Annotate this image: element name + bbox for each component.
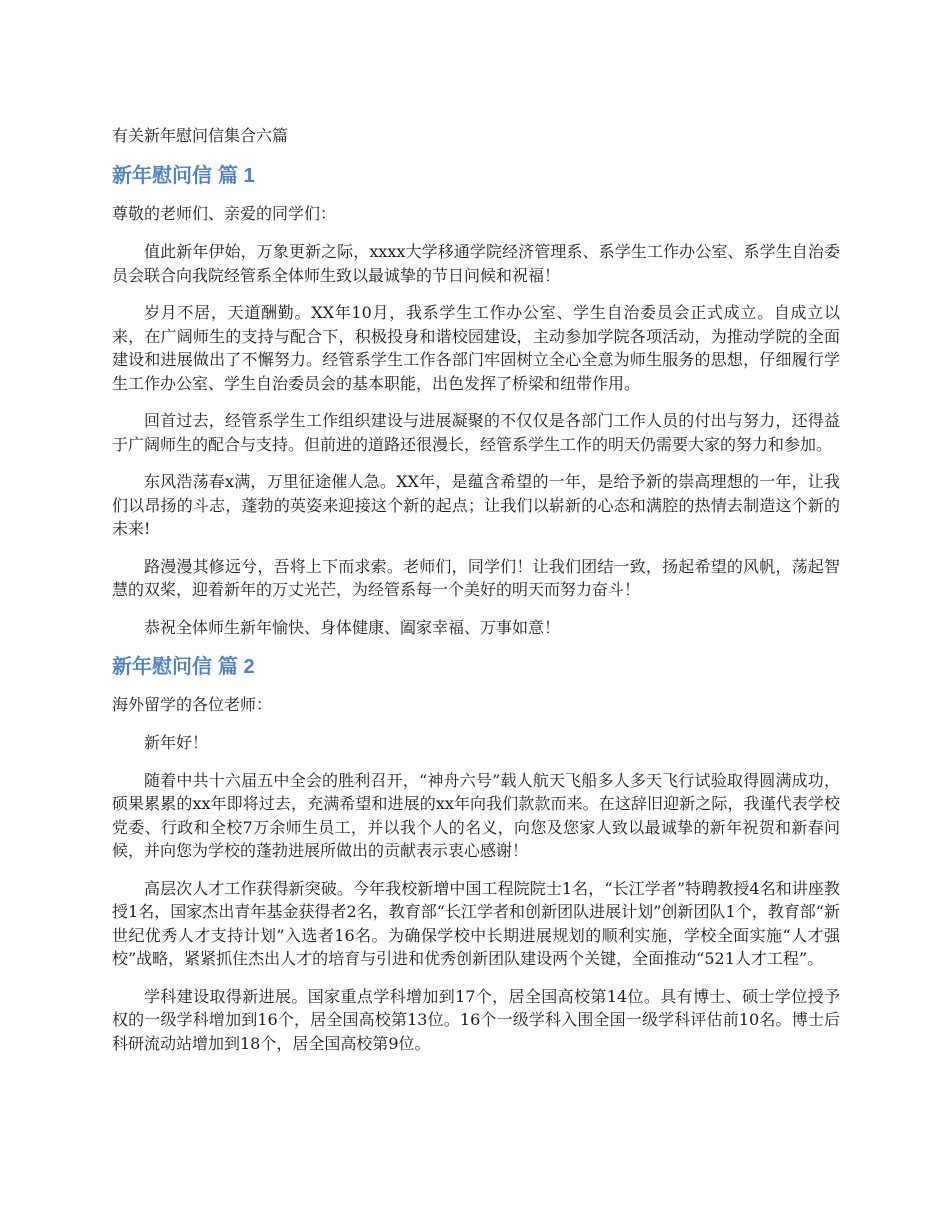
section-heading-text: 新年慰问信 [112, 656, 212, 678]
paragraph: 东风浩荡春x满，万里征途催人急。XX年，是蕴含希望的一年，是给予新的崇高理想的一年，让我们以昂扬的斗志，蓬勃的英姿来迎接这个新的起点；让我们以崭新的心态和满腔的热情去制造这个新的未来! [112, 472, 840, 538]
salutation: 海外留学的各位老师： [112, 695, 273, 714]
salutation: 尊敬的老师们、亲爱的同学们： [112, 204, 337, 223]
paragraph: 岁月不居，天道酬勤。XX年10月，我系学生工作办公室、学生自治委员会正式成立。自成立以来，在广阔师生的支持与配合下，积极投身和谐校园建设，主动参加学院各项活动，为推动学院的全面建设和进展做出了不懈努力。经管系学生工作各部门牢固树立全心全意为师生服务的思想，仔细履行学生工作办公室、学生自治委员会的基本职能，出色发挥了桥梁和纽带作用。 [112, 303, 840, 393]
section-heading-number: 篇 1 [218, 165, 255, 187]
paragraph: 随着中共十六届五中全会的胜利召开，“神舟六号”载人航天飞船多人多天飞行试验取得圆满成功，硕果累累的xx年即将过去，充满希望和进展的xx年向我们款款而来。在这辞旧迎新之际，我谨代表学校党委、行政和全校7万余师生员工，并以我个人的名义，向您及您家人致以最诚挚的新年祝贺和新春问候，并向您为学校的蓬勃进展所做出的贡献表示衷心感谢！ [112, 770, 840, 860]
section-heading-number: 篇 2 [218, 656, 255, 678]
paragraph: 学科建设取得新进展。国家重点学科增加到17个，居全国高校第14位。具有博士、硕士学位授予权的一级学科增加到16个，居全国高校第13位。16个一级学科入围全国一级学科评估前10名。博士后科研流动站增加到18个，居全国高校第9位。 [112, 986, 840, 1053]
paragraph: 新年好！ [144, 733, 209, 752]
section-heading [112, 162, 840, 190]
document-title: 有关新年慰问信集合六篇 [112, 126, 289, 145]
document-page [112, 124, 840, 1069]
section-heading-text: 新年慰问信 [112, 165, 212, 187]
letter-section-2 [112, 653, 840, 1055]
letter-section-1 [112, 162, 840, 639]
paragraph: 高层次人才工作获得新突破。今年我校新增中国工程院院士1名，“长江学者”特聘教授4名和讲座教授1名，国家杰出青年基金获得者2名，教育部“长江学者和创新团队进展计划”创新团队1个，教育部“新世纪优秀人才支持计划”入选者16名。为确保学校中长期进展规划的顺利实施，学校全面实施“人才强校”战略，紧紧抓住杰出人才的培育与引进和优秀创新团队建设两个关键，全面推动“521人才工程”。 [112, 878, 840, 968]
paragraph: 恭祝全体师生新年愉快、身体健康、阖家幸福、万事如意！ [144, 617, 561, 637]
section-heading [112, 653, 840, 681]
paragraph: 路漫漫其修远兮，吾将上下而求索。老师们，同学们！让我们团结一致，扬起希望的风帆，荡起智慧的双桨，迎着新年的万丈光芒，为经管系每一个美好的明天而努力奋斗！ [112, 556, 840, 599]
paragraph: 值此新年伊始，万象更新之际，xxxx大学移通学院经济管理系、系学生工作办公室、系学生自治委员会联合向我院经管系全体师生致以最诚挚的节日问候和祝福！ [112, 242, 840, 285]
paragraph: 回首过去，经管系学生工作组织建设与进展凝聚的不仅仅是各部门工作人员的付出与努力，还得益于广阔师生的配合与支持。但前进的道路还很漫长，经管系学生工作的明天仍需要大家的努力和参加。 [112, 411, 840, 454]
